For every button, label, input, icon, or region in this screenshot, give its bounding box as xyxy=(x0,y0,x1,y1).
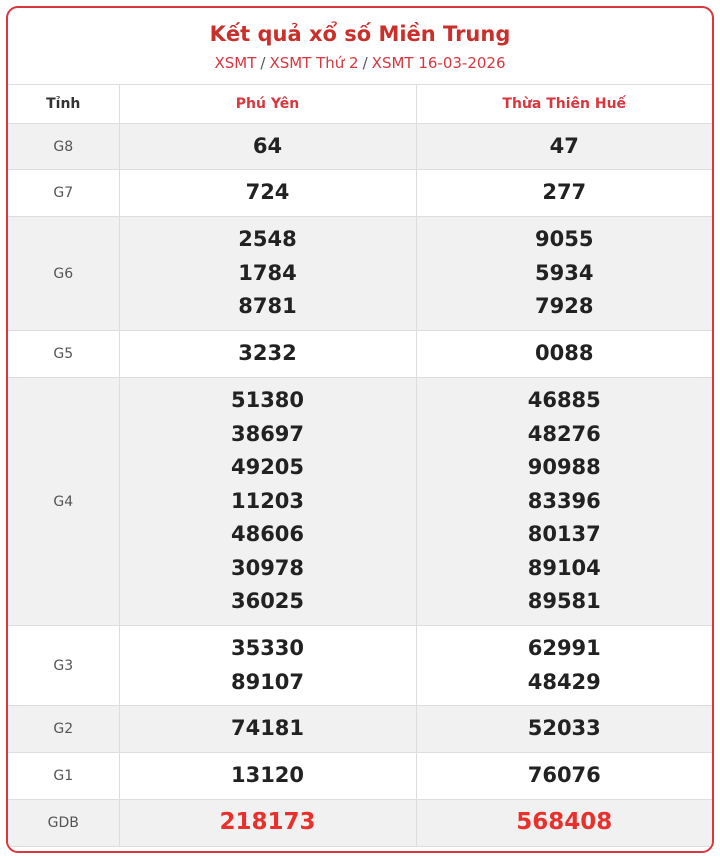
table-row xyxy=(8,217,712,331)
special-prize-number: 218173 xyxy=(219,809,316,836)
phu-yen-numbers xyxy=(119,626,416,706)
lottery-number: 724 xyxy=(245,180,290,205)
breadcrumb-xsmt[interactable]: XSMT xyxy=(214,54,257,72)
table-row xyxy=(8,706,712,753)
phu-yen-numbers xyxy=(119,331,416,378)
thua-thien-hue-numbers xyxy=(416,170,712,217)
column-header-phu-yen: Phú Yên xyxy=(119,85,416,124)
results-table xyxy=(8,85,712,847)
thua-thien-hue-numbers xyxy=(416,217,712,331)
column-header-province-label: Tỉnh xyxy=(8,85,119,124)
lottery-number: 9055 xyxy=(535,227,594,252)
breadcrumb-xsmt-thu-2[interactable]: XSMT Thứ 2 xyxy=(269,54,359,72)
lottery-number: 49205 xyxy=(230,455,305,480)
thua-thien-hue-numbers xyxy=(416,706,712,753)
lottery-number: 51380 xyxy=(230,388,305,413)
lottery-number: 35330 xyxy=(230,636,305,660)
lottery-number: 46885 xyxy=(527,388,601,413)
breadcrumb-separator: / xyxy=(362,54,368,72)
phu-yen-numbers xyxy=(119,706,416,753)
lottery-number: 80137 xyxy=(527,522,601,547)
lottery-number: 62991 xyxy=(527,636,601,660)
lottery-number: 89107 xyxy=(230,669,305,694)
lottery-number: 13120 xyxy=(230,763,305,788)
lottery-number: 83396 xyxy=(527,488,601,513)
phu-yen-numbers xyxy=(119,800,416,847)
page-title: Kết quả xổ số Miền Trung xyxy=(209,22,511,46)
lottery-number: 64 xyxy=(252,133,283,158)
special-prize-number: 568408 xyxy=(516,809,613,836)
table-row xyxy=(8,800,712,847)
column-header-thua-thien-hue: Thừa Thiên Huế xyxy=(416,85,712,124)
lottery-number: 47 xyxy=(549,133,579,158)
lottery-number: 0088 xyxy=(535,341,594,366)
prize-label: G1 xyxy=(8,753,119,800)
lottery-number: 5934 xyxy=(535,260,594,285)
breadcrumb-xsmt-date[interactable]: XSMT 16-03-2026 xyxy=(371,54,506,72)
prize-label: G2 xyxy=(8,706,119,753)
prize-label: G5 xyxy=(8,331,119,378)
table-row xyxy=(8,626,712,706)
lottery-number: 52033 xyxy=(527,716,601,741)
table-header-row xyxy=(8,85,712,124)
phu-yen-numbers xyxy=(119,753,416,800)
results-header xyxy=(8,8,712,85)
lottery-number: 8781 xyxy=(238,294,297,319)
prize-label: G4 xyxy=(8,378,119,626)
lottery-number: 30978 xyxy=(230,555,305,580)
lottery-number: 2548 xyxy=(238,227,297,252)
table-row xyxy=(8,331,712,378)
lottery-number: 48276 xyxy=(527,421,601,446)
thua-thien-hue-numbers xyxy=(416,331,712,378)
lottery-number: 48606 xyxy=(230,522,305,547)
lottery-number: 36025 xyxy=(230,589,305,614)
prize-label: G7 xyxy=(8,170,119,217)
table-row xyxy=(8,753,712,800)
lottery-number: 76076 xyxy=(527,763,601,788)
phu-yen-numbers xyxy=(119,217,416,331)
lottery-number: 89104 xyxy=(527,555,601,580)
prize-label: G6 xyxy=(8,217,119,331)
prize-label: GDB xyxy=(8,800,119,847)
prize-label: G3 xyxy=(8,626,119,706)
results-body xyxy=(8,124,712,847)
lottery-number: 277 xyxy=(542,180,587,205)
lottery-number: 1784 xyxy=(238,260,297,285)
lottery-number: 38697 xyxy=(230,421,305,446)
table-row xyxy=(8,378,712,626)
thua-thien-hue-numbers xyxy=(416,378,712,626)
prize-label: G8 xyxy=(8,124,119,170)
breadcrumb xyxy=(8,53,712,73)
lottery-number: 11203 xyxy=(230,488,305,513)
table-row xyxy=(8,124,712,170)
lottery-number: 48429 xyxy=(527,669,601,694)
thua-thien-hue-numbers xyxy=(416,753,712,800)
lottery-number: 89581 xyxy=(527,589,601,614)
lottery-number: 7928 xyxy=(535,294,594,319)
results-card xyxy=(6,6,714,853)
thua-thien-hue-numbers xyxy=(416,124,712,170)
thua-thien-hue-numbers xyxy=(416,626,712,706)
phu-yen-numbers xyxy=(119,378,416,626)
breadcrumb-separator: / xyxy=(260,54,266,72)
table-row xyxy=(8,170,712,217)
thua-thien-hue-numbers xyxy=(416,800,712,847)
phu-yen-numbers xyxy=(119,170,416,217)
lottery-number: 3232 xyxy=(238,341,297,366)
lottery-number: 74181 xyxy=(230,716,305,741)
lottery-number: 90988 xyxy=(527,455,601,480)
phu-yen-numbers xyxy=(119,124,416,170)
